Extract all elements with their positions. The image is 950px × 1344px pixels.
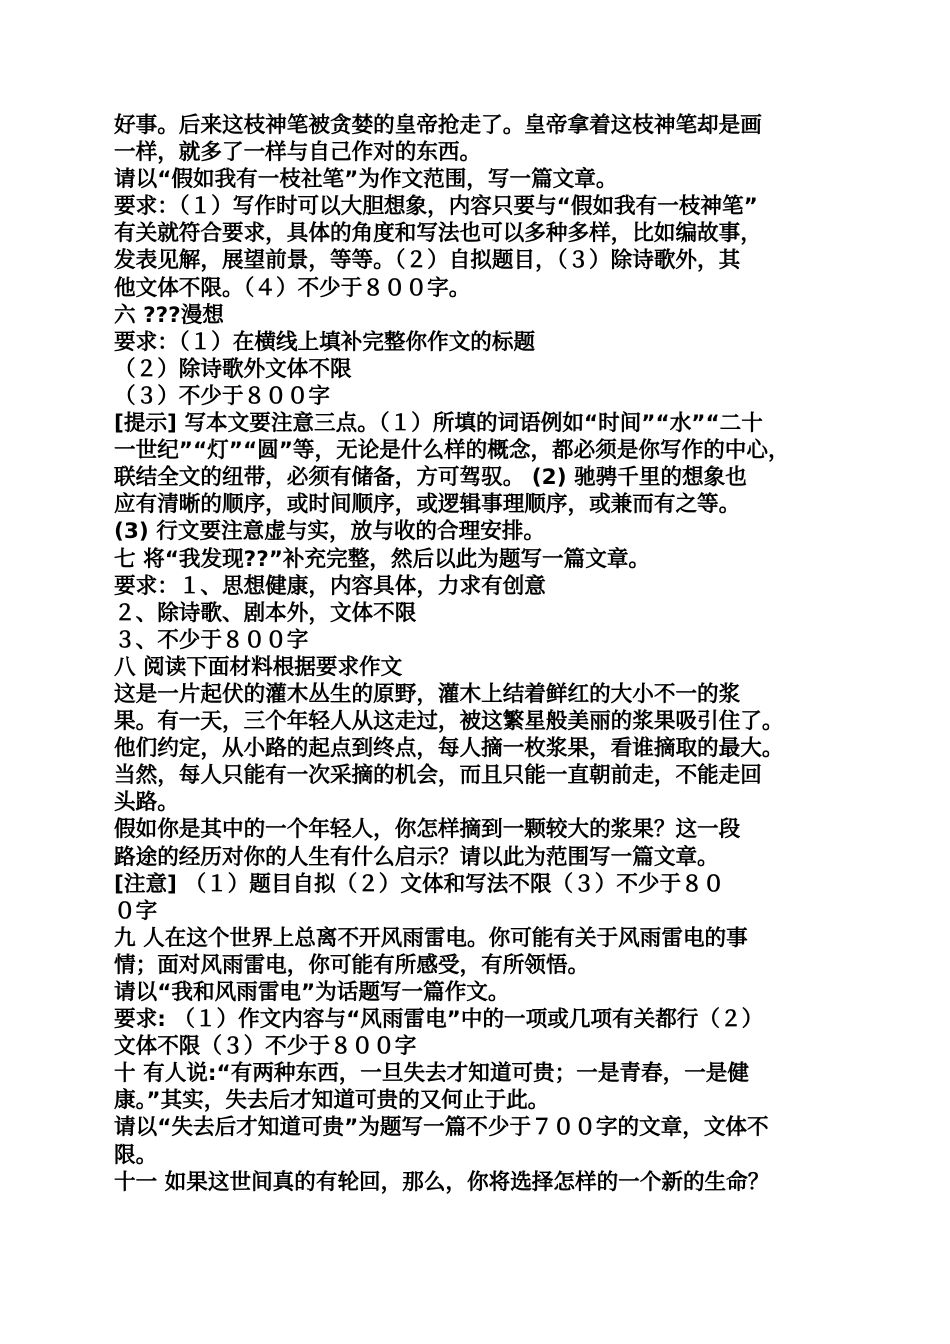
text-line: [注意] （１）题目自拟（２）文体和写法不限（３）不少于８０ (114, 871, 725, 897)
text-line: 要求：（１）写作时可以大胆想象，内容只要与“假如我有一枝神笔” (114, 194, 758, 220)
text-line: 他文体不限。（４）不少于８００字。 (114, 275, 471, 301)
text-line: 情；面对风雨雷电，你可能有所感受，有所领悟。 (114, 952, 590, 978)
text-line: 假如你是其中的一个年轻人，你怎样摘到一颗较大的浆果？这一段 (114, 817, 741, 843)
text-line: 这是一片起伏的灌木丛生的原野，灌木上结着鲜红的大小不一的浆 (114, 681, 741, 707)
text-line: 头路。 (114, 790, 179, 816)
text-line: 十一 如果这世间真的有轮回，那么，你将选择怎样的一个新的生命？ (114, 1169, 770, 1195)
text-line: 一世纪”“灯”“圆”等，无论是什么样的概念，都必须是你写作的中心， (114, 438, 790, 464)
text-line: 当然，每人只能有一次采摘的机会，而且只能一直朝前走，不能走回 (114, 763, 762, 789)
text-line: 文体不限（３）不少于８００字 (114, 1034, 417, 1060)
text-line: 康。”其实，失去后才知道可贵的又何止于此。 (114, 1088, 550, 1114)
text-line: 联结全文的纽带，必须有储备，方可驾驭。 (2) 驰骋千里的想象也 (114, 465, 747, 491)
text-line: 限。 (114, 1142, 158, 1168)
text-line: [提示] 写本文要注意三点。（１）所填的词语例如“时间”“水”“二十 (114, 411, 763, 437)
text-line: 七 将“我发现??”补充完整，然后以此为题写一篇文章。 (114, 546, 651, 572)
text-line: 要求：（１）在横线上填补完整你作文的标题 (114, 329, 536, 355)
text-line: 请以“我和风雨雷电”为话题写一篇作文。 (114, 980, 510, 1005)
text-line: 六 ???漫想 (114, 302, 224, 328)
text-line: 路途的经历对你的人生有什么启示？请以此为范围写一篇文章。 (114, 844, 719, 870)
text-line: 他们约定，从小路的起点到终点，每人摘一枚浆果，看谁摘取的最大。 (114, 736, 784, 762)
text-line: (3) 行文要注意虚与实，放与收的合理安排。 (114, 519, 545, 545)
text-line: 应有清晰的顺序，或时间顺序，或逻辑事理顺序，或兼而有之等。 (114, 492, 741, 518)
text-line: ３、不少于８００字 (114, 627, 309, 653)
text-line: 好事。后来这枝神笔被贪婪的皇帝抢走了。皇帝拿着这枝神笔却是画 (114, 113, 762, 138)
text-line: （３）不少于８００字 (114, 383, 330, 409)
text-line: ０字 (114, 898, 158, 924)
text-line: 请以“失去后才知道可贵”为题写一篇不少于７００字的文章，文体不 (114, 1115, 769, 1141)
text-line: 发表见解，展望前景，等等。（２）自拟题目，（３）除诗歌外，其 (114, 248, 741, 274)
text-line: （２）除诗歌外文体不限 (114, 356, 352, 382)
text-line: 要求: （１）作文内容与“风雨雷电”中的一项或几项有关都行（２） (114, 1007, 764, 1033)
text-line: 请以“假如我有一枝社笔”为作文范围，写一篇文章。 (114, 167, 618, 193)
text-line: 八 阅读下面材料根据要求作文 (114, 654, 403, 680)
text-line: 九 人在这个世界上总离不开风雨雷电。你可能有关于风雨雷电的事 (114, 925, 748, 951)
text-line: 十 有人说:“有两种东西，一旦失去才知道可贵；一是青春，一是健 (114, 1061, 749, 1087)
document-text-body (114, 112, 854, 1196)
text-line: 有关就符合要求，具体的角度和写法也可以多种多样，比如编故事， (114, 221, 762, 247)
text-line: 一样，就多了一样与自己作对的东西。 (114, 140, 482, 166)
text-line: ２、除诗歌、剧本外，文体不限 (114, 600, 417, 626)
text-line: 要求：１、思想健康，内容具体，力求有创意 (114, 573, 546, 599)
text-line: 果。有一天，三个年轻人从这走过，被这繁星般美丽的浆果吸引住了。 (114, 709, 784, 735)
